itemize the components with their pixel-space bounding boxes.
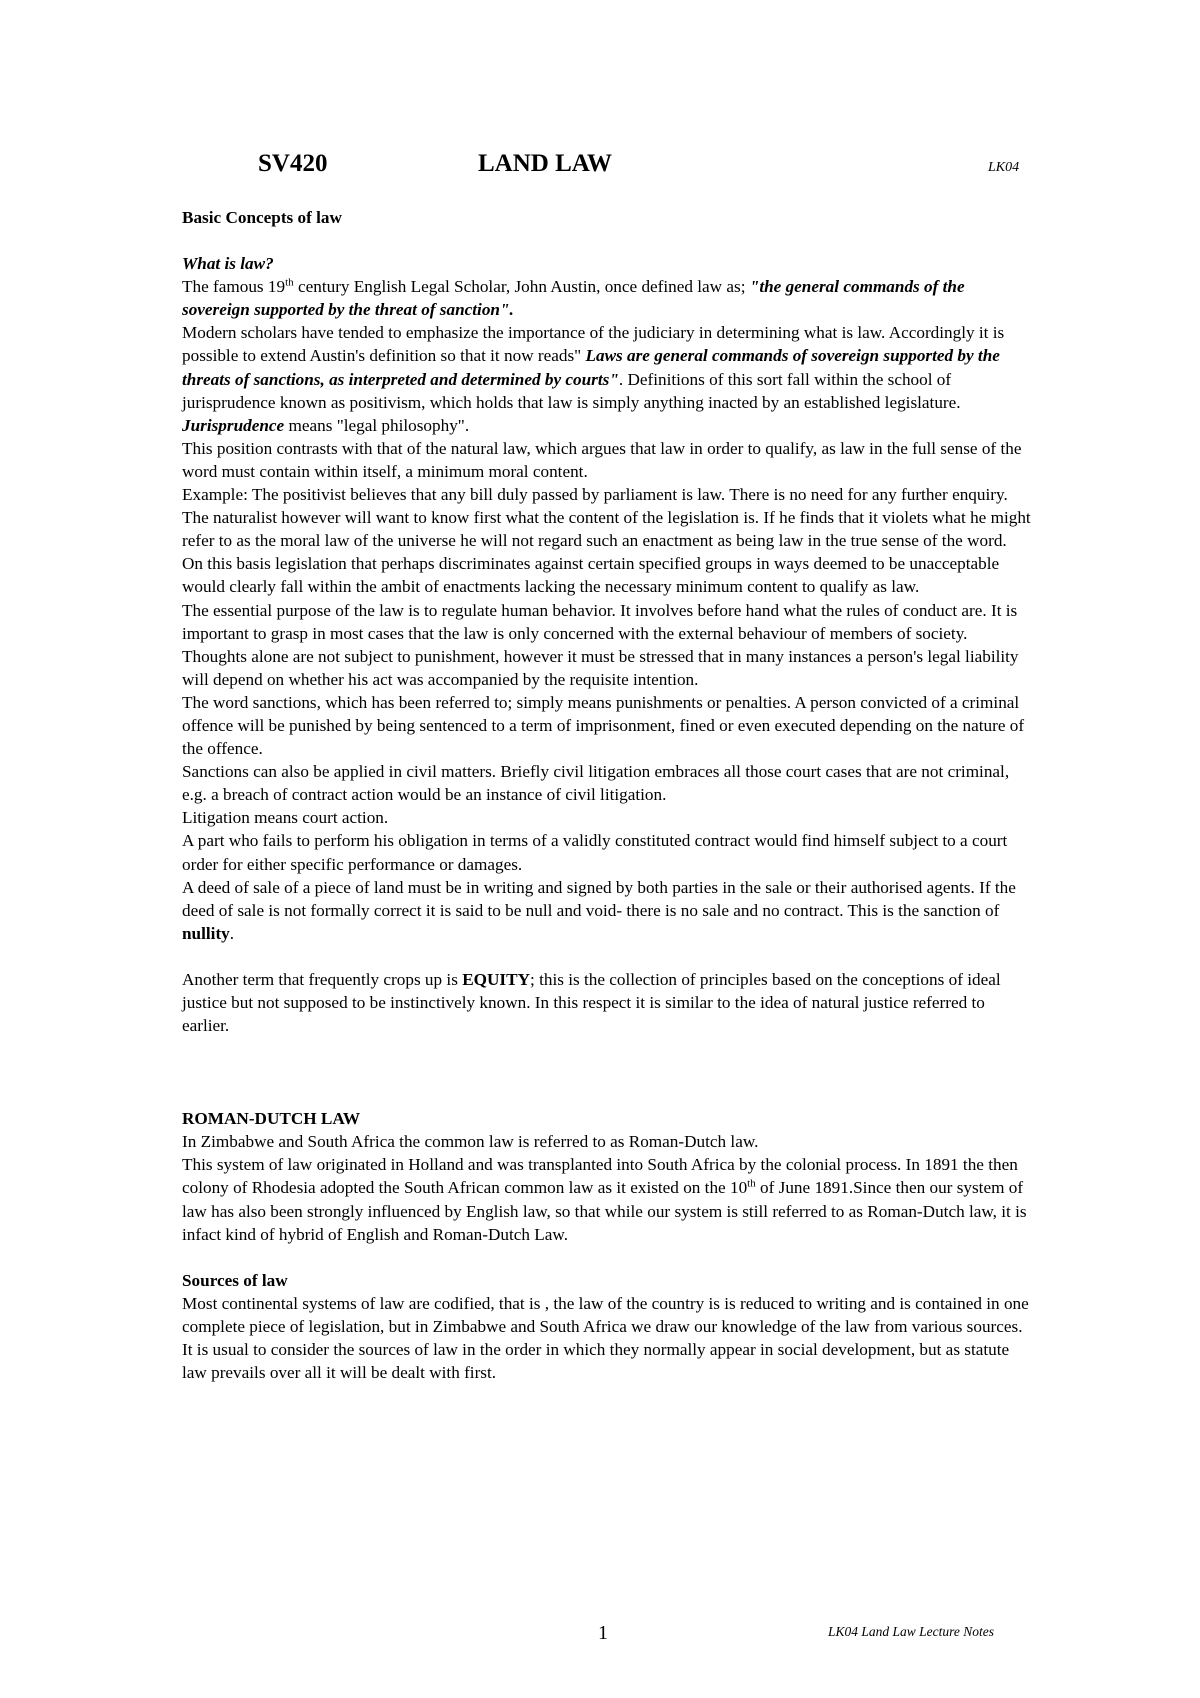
paragraph: Thoughts alone are not subject to punishment, however it must be stressed that in many instances a person's legal liability will depend on whether his act was accompanied by the requisite intention. — [182, 646, 1019, 689]
document-body — [182, 206, 1032, 1384]
paragraph: In Zimbabwe and South Africa the common law is referred to as Roman-Dutch law. — [182, 1132, 759, 1152]
term-equity: EQUITY — [462, 969, 530, 989]
paragraph: The famous 19th century English Legal Scholar, John Austin, once defined law as; "the general commands of the sovereign supported by the threat of sanction". — [182, 276, 965, 320]
section-heading-roman-dutch-law: ROMAN-DUTCH LAW — [182, 1109, 361, 1129]
paragraph: It is usual to consider the sources of law in the order in which they normally appear in social development, but as statute law prevails over all it will be dealt with first. — [182, 1340, 1010, 1383]
austin-quote: "the general commands of the sovereign supported by the threat of sanction". — [182, 277, 965, 320]
page-number: 1 — [598, 1622, 608, 1644]
paragraph: The essential purpose of the law is to regulate human behavior. It involves before hand what the rules of conduct are. It is important to grasp in most cases that the law is only concerned with the external behaviour of members of society. — [182, 600, 1018, 643]
footer-note: LK04 Land Law Lecture Notes — [828, 1624, 995, 1639]
paragraph: The word sanctions, which has been referred to; simply means punishments or penalties. A person convicted of a criminal offence will be punished by being sentenced to a term of imprisonment, fined or even executed depending on the nature of the offence. — [182, 692, 1025, 759]
paragraph: This position contrasts with that of the natural law, which argues that law in order to qualify, as law in the full sense of the word must contain within itself, a minimum moral content. — [182, 438, 1022, 481]
paragraph: Modern scholars have tended to emphasize the importance of the judiciary in determining what is law. Accordingly it is possible to extend Austin's definition so that it now reads" Laws are general commands of sovereign supported by the threats of sanctions, as interpreted and determined by courts". Definitions of this sort fall within the school of jurisprudence known as positivism, which holds that law is simply anything inacted by an established legislature. — [182, 323, 1005, 412]
header-reference: LK04 — [988, 160, 1020, 175]
course-title: LAND LAW — [478, 150, 613, 177]
paragraph: Another term that frequently crops up is EQUITY; this is the collection of principles based on the conceptions of ideal justice but not supposed to be instinctively known. In this respect it is similar to the idea of natural justice referred to earlier. — [182, 969, 1001, 1036]
paragraph: This system of law originated in Holland and was transplanted into South Africa by the colonial process. In 1891 the then colony of Rhodesia adopted the South African common law as it existed on the 10th of June 1891.Since then our system of law has also been strongly influenced by English law, so that while our system is still referred to as Roman-Dutch law, it is infact kind of hybrid of English and Roman-Dutch Law. — [182, 1155, 1027, 1244]
paragraph: Jurisprudence means "legal philosophy". — [182, 415, 470, 435]
term-nullity: nullity — [182, 923, 230, 943]
paragraph: A deed of sale of a piece of land must be in writing and signed by both parties in the sale or their authorised agents. If the deed of sale is not formally correct it is said to be null and void- there is no sale and no contract. This is the sanction of nullity. — [182, 877, 1016, 943]
paragraph: A part who fails to perform his obligation in terms of a validly constituted contract would find himself subject to a court order for either specific performance or damages. — [182, 831, 1008, 874]
course-code: SV420 — [258, 150, 328, 177]
subheading-what-is-law: What is law? — [182, 254, 274, 274]
section-heading-basic-concepts: Basic Concepts of law — [182, 208, 342, 227]
paragraph: Most continental systems of law are codified, that is , the law of the country is is reduced to writing and is contained in one complete piece of legislation, but in Zimbabwe and South Africa we draw our knowledge of the law from various sources. — [182, 1293, 1029, 1336]
section-heading-sources-of-law: Sources of law — [182, 1270, 288, 1290]
paragraph: Sanctions can also be applied in civil matters. Briefly civil litigation embraces all those court cases that are not criminal, e.g. a breach of contract action would be an instance of civil litigation. — [182, 762, 1010, 805]
paragraph: Litigation means court action. — [182, 808, 389, 828]
term-jurisprudence: Jurisprudence — [182, 415, 285, 435]
extended-definition: Laws are general commands of sovereign supported by the threats of sanctions, as interpreted and determined by courts" — [182, 346, 1000, 389]
paragraph: Example: The positivist believes that any bill duly passed by parliament is law. There is no need for any further enquiry. The naturalist however will want to know first what the content of the legislation is. If he finds that it violets what he might refer to as the moral law of the universe he will not regard such an enactment as being law in the true sense of the word. On this basis legislation that perhaps discriminates against certain specified groups in ways deemed to be unacceptable would clearly fall within the ambit of enactments lacking the necessary minimum content to qualify as law. — [182, 485, 1031, 597]
